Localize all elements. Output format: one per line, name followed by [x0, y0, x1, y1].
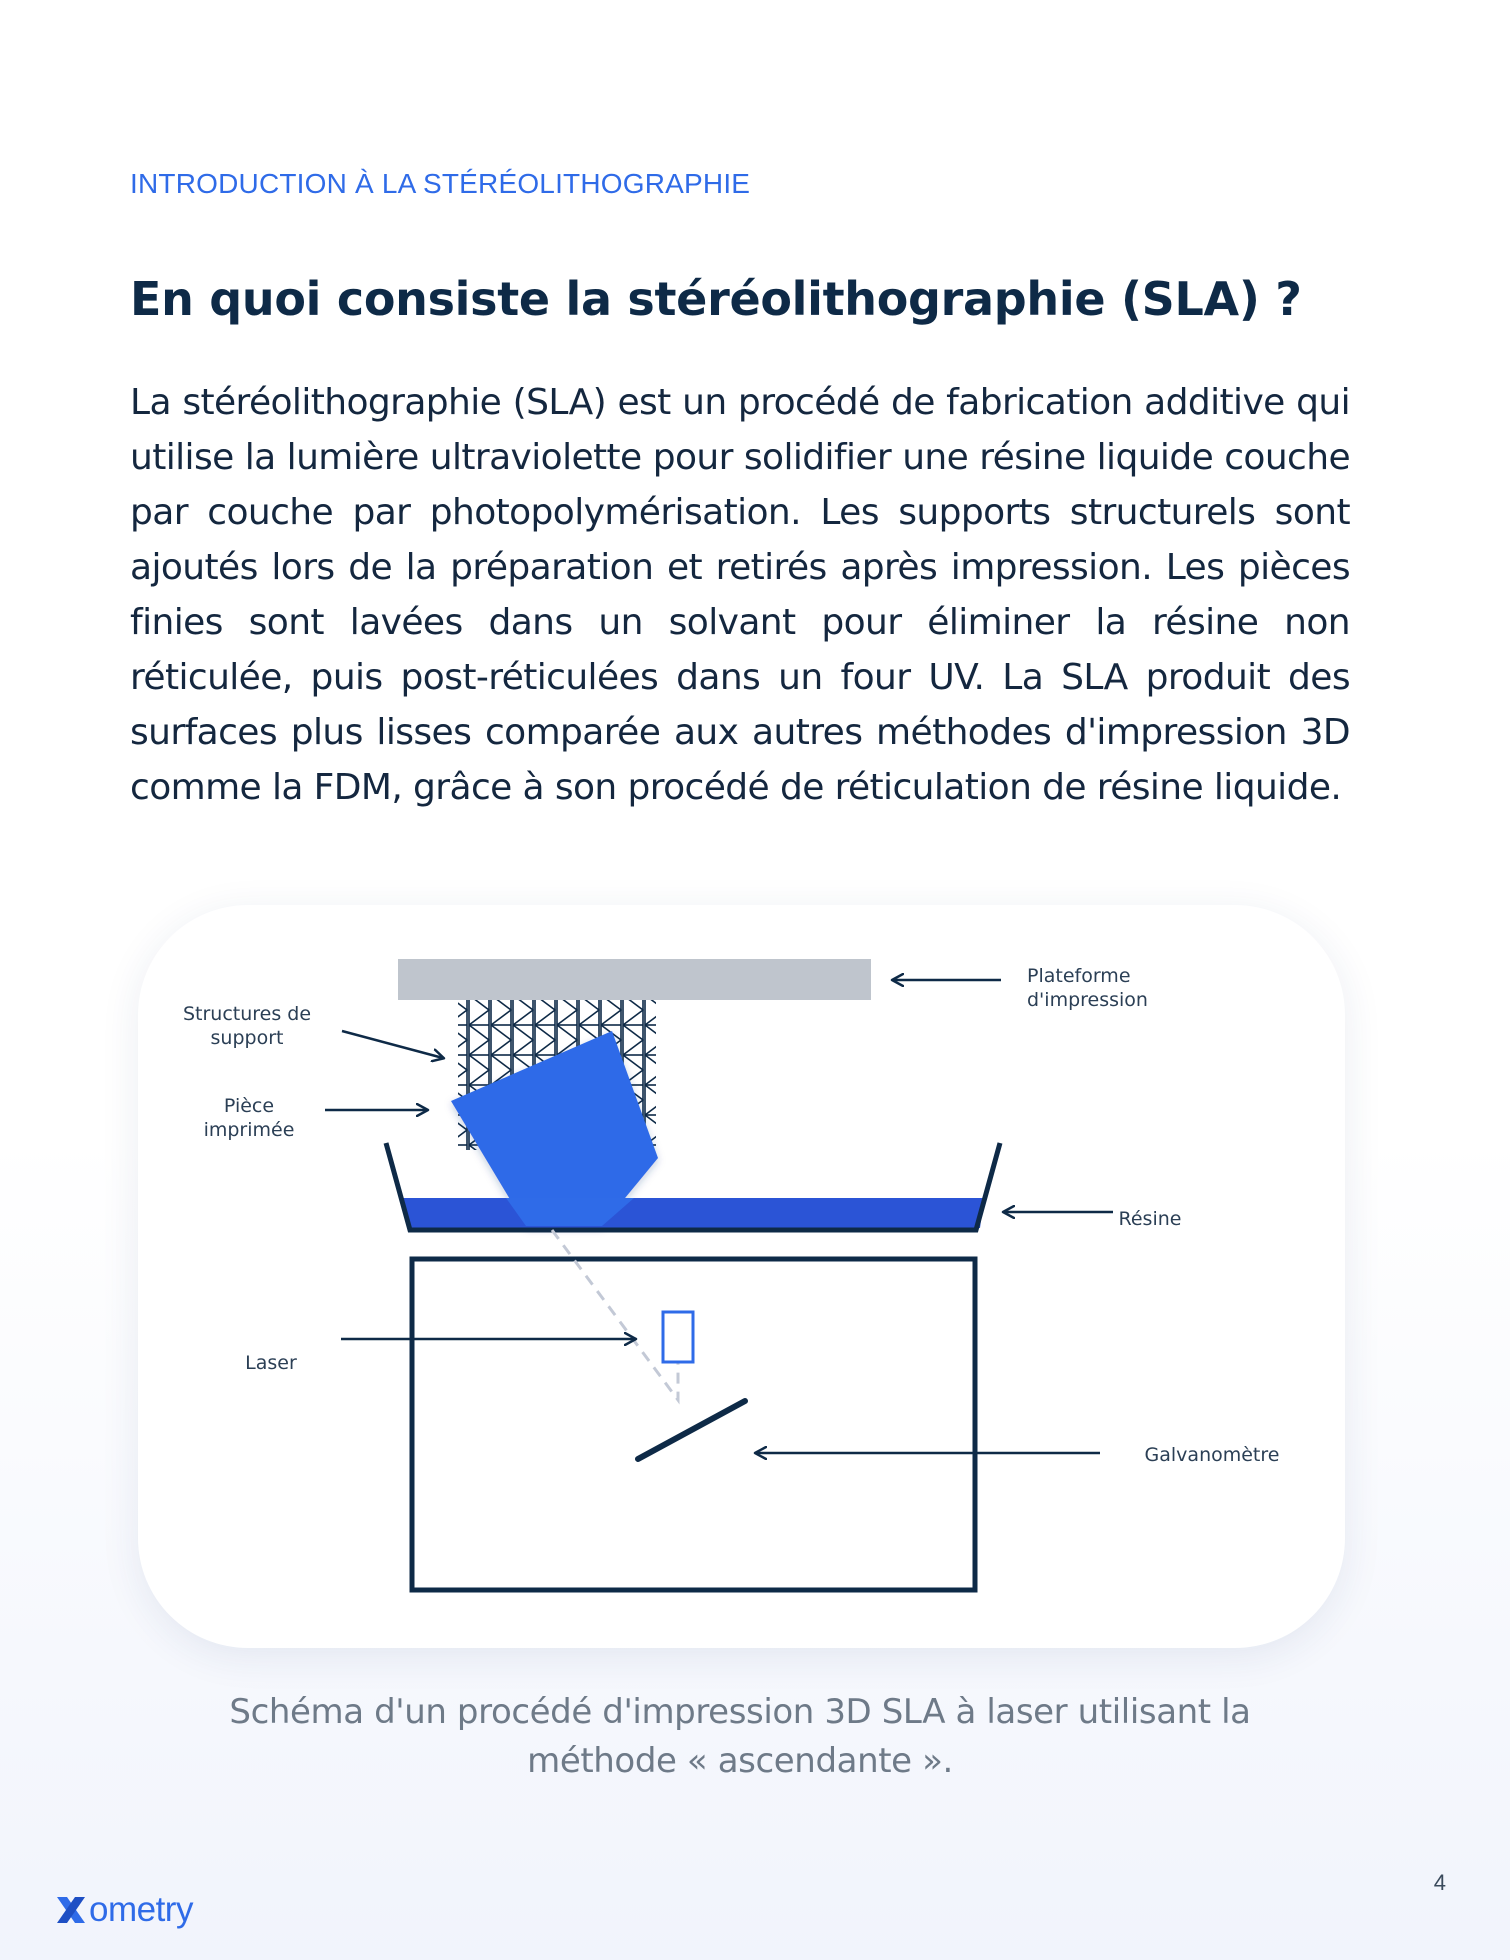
xometry-x-icon [54, 1893, 88, 1927]
label-platform: Plateforme [1027, 965, 1131, 987]
label-resin: Résine [1118, 1208, 1182, 1230]
laser-source [663, 1312, 693, 1362]
laser-beam [552, 1230, 678, 1400]
intro-paragraph: La stéréolithographie (SLA) est un procédé de fabrication additive qui utilise la lumière ultraviolette pour solidifier une résine liquide couche par couche par photopolymérisation. Les supports structurels sont ajoutés lors de la préparation et retirés après impression. Les pièces finies sont lavées dans un solvant pour éliminer la résine non réticulée, puis post-réticulées dans un four UV. La SLA produit des surfaces plus lisses comparée aux autres méthodes d'impression 3D comme la FDM, grâce à son procédé de réticulation de résine liquide. [130, 382, 1350, 808]
label-platform-2: d'impression [1027, 989, 1148, 1011]
page-number: 4 [1433, 1870, 1446, 1895]
label-part: Pièce [223, 1095, 275, 1117]
logo-text: ometry [89, 1890, 193, 1929]
sla-diagram [138, 905, 1345, 1648]
xometry-logo [54, 1890, 193, 1930]
caption-line-2: méthode « ascendante ». [527, 1741, 953, 1781]
label-part-2: imprimée [203, 1119, 295, 1141]
diagram-card [138, 905, 1345, 1648]
build-platform [398, 959, 871, 1000]
galvanometer-mirror [638, 1401, 745, 1459]
resin-layer [403, 1198, 984, 1228]
page-title: En quoi consiste la stéréolithographie (SLA) ? [130, 272, 1302, 326]
supports-arrow [342, 1031, 443, 1058]
label-supports-2: support [210, 1027, 284, 1049]
label-laser: Laser [245, 1352, 297, 1374]
machine-body [412, 1259, 975, 1590]
section-label: INTRODUCTION À LA STÉRÉOLITHOGRAPHIE [130, 168, 751, 199]
label-supports: Structures de [182, 1003, 312, 1025]
figure-caption [130, 1688, 1350, 1786]
label-galvanometer: Galvanomètre [1144, 1444, 1280, 1466]
caption-line-1: Schéma d'un procédé d'impression 3D SLA à laser utilisant la [229, 1692, 1251, 1732]
